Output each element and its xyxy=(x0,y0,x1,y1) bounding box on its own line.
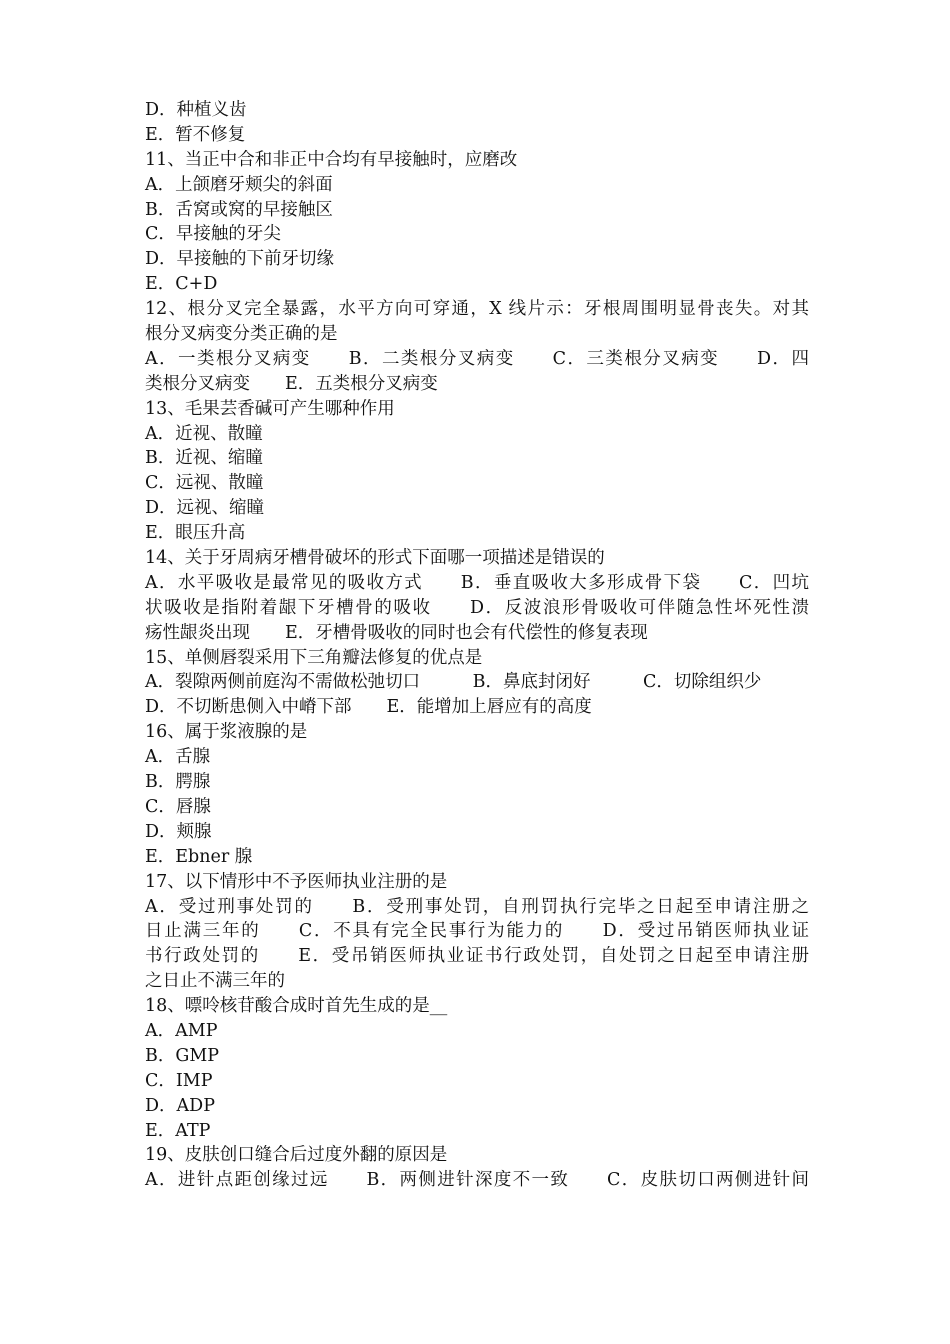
text-line: 11、当正中合和非正中合均有早接触时，应磨改 xyxy=(145,149,518,170)
text-line: C．唇腺 xyxy=(145,796,211,817)
text-line: D．早接触的下前牙切缘 xyxy=(145,249,335,270)
text-line: 12、根分叉完全暴露，水平方向可穿通，X 线片示：牙根周围明显骨丧失。对其 xyxy=(145,299,809,320)
text-line: A．进针点距创缘过远 B．两侧进针深度不一致 C．皮肤切口两侧进针间 xyxy=(145,1170,809,1191)
text-line: A．水平吸收是最常见的吸收方式 B．垂直吸收大多形成骨下袋 C．凹坑 xyxy=(145,572,809,593)
document-body xyxy=(145,98,809,1193)
text-line: 17、以下情形中不予医师执业注册的是 xyxy=(145,871,448,892)
text-line: 疡性龈炎出现 E．牙槽骨吸收的同时也会有代偿性的修复表现 xyxy=(145,622,648,643)
text-line: 类根分叉病变 E．五类根分叉病变 xyxy=(145,373,438,394)
text-line: D．颊腺 xyxy=(145,821,212,842)
text-line: B．舌窝或窝的早接触区 xyxy=(145,199,333,220)
text-line: 19、皮肤创口缝合后过度外翻的原因是 xyxy=(145,1145,448,1166)
text-line: B．近视、缩瞳 xyxy=(145,448,263,469)
text-line: A．上颌磨牙颊尖的斜面 xyxy=(145,174,333,195)
text-line: E．眼压升高 xyxy=(145,523,246,544)
text-line: 18、嘌呤核苷酸合成时首先生成的是__ xyxy=(145,996,448,1017)
text-line: A．受过刑事处罚的 B．受刑事处罚，自刑罚执行完毕之日起至申请注册之 xyxy=(145,896,809,917)
text-line: 书行政处罚的 E．受吊销医师执业证书行政处罚，自处罚之日起至申请注册 xyxy=(145,946,809,967)
text-line: A．近视、散瞳 xyxy=(145,423,263,444)
text-line: E．暂不修复 xyxy=(145,124,246,145)
text-line: E．C+D xyxy=(145,274,218,295)
text-line: D．种植义齿 xyxy=(145,100,247,120)
text-line: E．Ebner 腺 xyxy=(145,846,253,867)
text-line: 根分叉病变分类正确的是 xyxy=(145,324,338,345)
text-line: A．舌腺 xyxy=(145,747,211,768)
text-line: 16、属于浆液腺的是 xyxy=(145,722,308,743)
text-line: C．远视、散瞳 xyxy=(145,473,264,494)
text-line: B．GMP xyxy=(145,1045,220,1066)
text-line: 14、关于牙周病牙槽骨破坏的形式下面哪一项描述是错误的 xyxy=(145,548,605,569)
text-line: A．一类根分叉病变 B．二类根分叉病变 C．三类根分叉病变 D．四 xyxy=(145,348,809,369)
text-line: A．裂隙两侧前庭沟不需做松弛切口 B．鼻底封闭好 C．切除组织少 xyxy=(145,672,762,693)
text-line: 13、毛果芸香碱可产生哪种作用 xyxy=(145,398,395,419)
text-line: C．早接触的牙尖 xyxy=(145,224,281,245)
text-line: 15、单侧唇裂采用下三角瓣法修复的优点是 xyxy=(145,647,483,668)
text-line: 日止满三年的 C．不具有完全民事行为能力的 D．受过吊销医师执业证 xyxy=(145,921,809,942)
text-line: D．ADP xyxy=(145,1095,215,1116)
text-line: 之日止不满三年的 xyxy=(145,971,285,992)
text-line: D．不切断患侧入中嵴下部 E．能增加上唇应有的高度 xyxy=(145,697,592,718)
text-line: A．AMP xyxy=(145,1020,218,1041)
text-line: C．IMP xyxy=(145,1070,213,1091)
text-line: D．远视、缩瞳 xyxy=(145,498,265,519)
text-line: B．腭腺 xyxy=(145,772,211,793)
text-line: 状吸收是指附着龈下牙槽骨的吸收 D．反波浪形骨吸收可伴随急性坏死性溃 xyxy=(145,597,809,618)
text-line: E．ATP xyxy=(145,1120,211,1141)
